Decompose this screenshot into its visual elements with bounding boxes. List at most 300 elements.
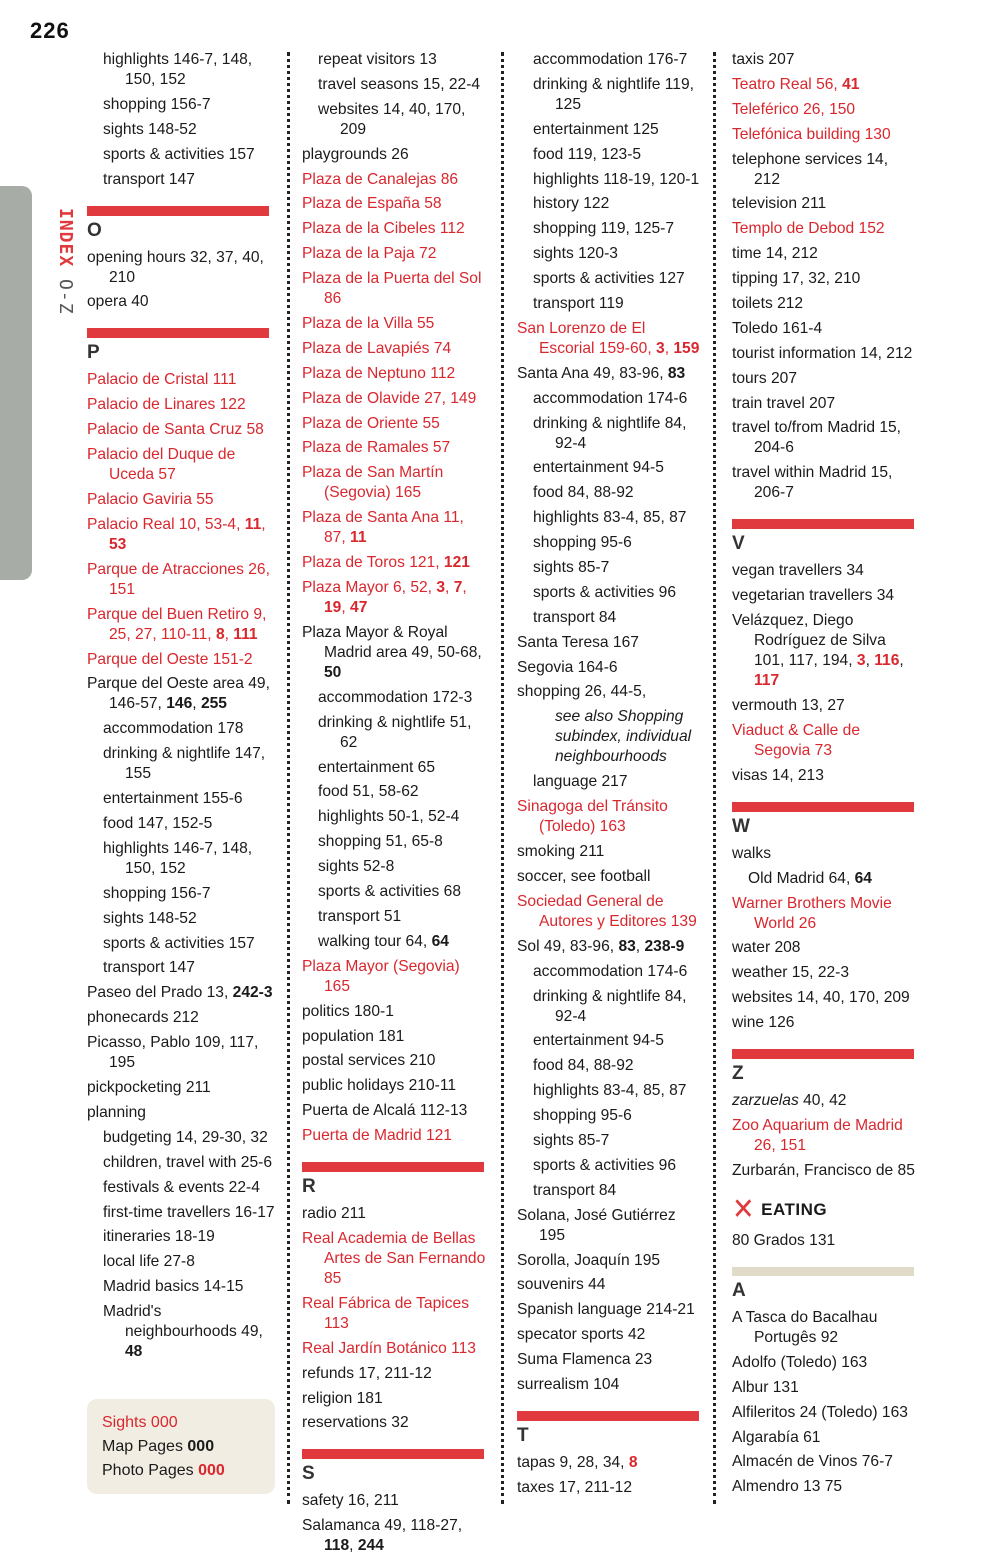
index-entry <box>302 1051 487 1071</box>
index-entry <box>302 688 487 708</box>
index-entry <box>87 1302 275 1362</box>
index-entry <box>302 170 487 190</box>
section-letter: W <box>732 815 750 837</box>
entry-text: Plaza de la Cibeles 112 <box>302 220 465 238</box>
index-entry <box>517 1251 702 1271</box>
photo-page-ref: 47 <box>350 599 368 617</box>
index-entry <box>732 125 917 145</box>
section-letter: R <box>302 1176 316 1198</box>
entry-text: Toledo 161-4 <box>732 319 823 337</box>
entry-text: food 84, 88-92 <box>533 484 634 502</box>
eating-title: EATING <box>761 1199 828 1219</box>
index-entry <box>302 1229 487 1289</box>
index-entry <box>517 867 702 887</box>
entry-text: shopping 26, 44-5, <box>517 683 647 701</box>
index-entry <box>732 219 917 239</box>
index-entry <box>517 170 702 190</box>
index-entry <box>302 364 487 384</box>
entry-text: sports & activities 157 <box>103 934 255 952</box>
entry-text: websites 14, 40, 170, 209 <box>732 989 910 1007</box>
index-entry <box>87 145 275 165</box>
letter-section-header <box>302 1162 487 1198</box>
entry-text: walks <box>732 844 771 862</box>
entry-text: Adolfo (Toledo) 163 <box>732 1353 868 1371</box>
photo-page-ref: 41 <box>842 75 860 93</box>
index-entry <box>517 1350 702 1370</box>
index-column-2 <box>302 50 487 1555</box>
entry-text: Suma Flamenca 23 <box>517 1351 653 1369</box>
index-entry <box>302 623 487 683</box>
index-entry <box>302 75 487 95</box>
entry-text: Alfileritos 24 (Toledo) 163 <box>732 1403 908 1421</box>
column-divider <box>501 52 504 1504</box>
entry-text: accommodation 174-6 <box>533 962 688 980</box>
entry-text: transport 84 <box>533 608 617 626</box>
letter-section-header <box>732 1049 917 1085</box>
entry-text: San Lorenzo de El Escorial 159-60, <box>517 319 657 357</box>
entry-text: Telefónica building 130 <box>732 125 891 143</box>
entry-text: sights 148-52 <box>103 909 197 927</box>
entry-text: drinking & nightlife 119, 125 <box>533 75 694 113</box>
index-entry <box>517 842 702 862</box>
entry-text: Teatro Real 56, <box>732 75 843 93</box>
entry-text: food 119, 123-5 <box>533 145 642 163</box>
index-entry <box>302 414 487 434</box>
separator: , <box>341 599 351 617</box>
index-entry <box>517 1206 702 1246</box>
index-entry <box>732 1353 917 1373</box>
index-entry <box>302 578 487 618</box>
index-entry <box>302 1389 487 1409</box>
photo-page-ref: 7 <box>453 579 463 597</box>
entry-text: Templo de Debod 152 <box>732 220 885 238</box>
index-entry <box>517 987 702 1027</box>
entry-text: Sociedad General de Autores y Editores 139 <box>517 892 697 930</box>
entry-text: transport 119 <box>533 295 624 313</box>
entry-text: Plaza Mayor 6, 52, <box>302 579 437 597</box>
index-entry <box>87 789 275 809</box>
entry-text: accommodation 176-7 <box>533 51 688 68</box>
index-entry <box>87 1203 275 1223</box>
entry-text: specator sports 42 <box>517 1326 646 1344</box>
entry-text: shopping 95-6 <box>533 534 632 552</box>
index-entry <box>517 772 702 792</box>
section-letter: S <box>302 1463 315 1485</box>
side-label <box>36 208 76 328</box>
entry-text: tipping 17, 32, 210 <box>732 270 861 288</box>
index-entry <box>517 194 702 214</box>
entry-text: entertainment 125 <box>533 120 659 138</box>
entry-text: reservations 32 <box>302 1414 409 1432</box>
entry-text: Plaza de Ramales 57 <box>302 439 451 457</box>
index-entry <box>87 934 275 954</box>
index-entry <box>87 445 275 485</box>
index-entry <box>517 120 702 140</box>
side-label-range: O-Z <box>55 279 76 315</box>
legend-photo-pages <box>102 1459 260 1483</box>
index-column-4 <box>732 50 917 1504</box>
index-entry <box>517 558 702 578</box>
entry-text: Puerta de Alcalá 112-13 <box>302 1102 468 1120</box>
entry-text: transport 147 <box>103 959 195 977</box>
index-entry <box>517 145 702 165</box>
index-entry <box>87 1277 275 1297</box>
entry-text: Albur 131 <box>732 1378 799 1396</box>
separator: , <box>349 1537 358 1555</box>
index-entry <box>87 1178 275 1198</box>
entry-text: Plaza de Santa Ana 11, 87, <box>302 509 464 547</box>
entry-text: train travel 207 <box>732 394 836 412</box>
index-entry <box>87 1153 275 1173</box>
index-entry <box>732 150 917 190</box>
entry-text: vermouth 13, 27 <box>732 697 845 715</box>
entry-text: Plaza de la Puerta del Sol 86 <box>302 270 482 308</box>
entry-text: Picasso, Pablo 109, 117, 195 <box>87 1034 259 1072</box>
entry-text: budgeting 14, 29-30, 32 <box>103 1128 268 1146</box>
entry-text: history 122 <box>533 195 610 213</box>
entry-text: Salamanca 49, 118-27, <box>302 1517 463 1535</box>
index-entry <box>302 508 487 548</box>
index-entry <box>732 369 917 389</box>
index-entry <box>87 674 275 714</box>
index-entry <box>517 633 702 653</box>
entry-text: religion 181 <box>302 1389 383 1407</box>
entry-text: Palacio Gaviria 55 <box>87 491 214 509</box>
index-entry <box>302 1204 487 1224</box>
index-entry <box>87 292 275 312</box>
entry-text: Palacio de Linares 122 <box>87 396 246 414</box>
index-entry <box>732 319 917 339</box>
entry-text: Plaza de Olavide 27, 149 <box>302 389 477 407</box>
index-entry <box>87 814 275 834</box>
index-entry <box>302 782 487 802</box>
index-entry <box>302 463 487 503</box>
index-entry <box>302 389 487 409</box>
index-entry <box>517 682 702 702</box>
index-entry <box>517 1375 702 1395</box>
index-entry <box>732 988 917 1008</box>
entry-text: Parque del Oeste 151-2 <box>87 650 253 668</box>
index-column-1 <box>87 50 275 1504</box>
photo-page-ref: 3 <box>436 579 446 597</box>
index-entry <box>87 95 275 115</box>
entry-text: Plaza de Oriente 55 <box>302 414 440 432</box>
index-entry <box>302 1339 487 1359</box>
photo-page-ref: 159 <box>673 339 700 357</box>
entry-text: television 211 <box>732 195 827 213</box>
index-entry <box>302 907 487 927</box>
index-entry <box>517 962 702 982</box>
index-entry <box>732 1116 917 1156</box>
entry-text: shopping 119, 125-7 <box>533 220 675 238</box>
separator: , <box>462 579 467 597</box>
index-entry <box>732 75 917 95</box>
entry-text: first-time travellers 16-17 <box>103 1203 275 1221</box>
map-page-ref: 50 <box>324 663 342 681</box>
photo-page-ref: 111 <box>233 625 258 643</box>
index-entry <box>517 1056 702 1076</box>
entry-text: tapas 9, 28, 34, <box>517 1453 629 1471</box>
index-entry <box>302 100 487 140</box>
index-entry <box>732 1091 917 1111</box>
index-entry <box>517 707 702 767</box>
entry-text: taxis 207 <box>732 51 795 68</box>
index-entry <box>302 1516 487 1556</box>
index-entry <box>302 932 487 952</box>
index-entry <box>302 1101 487 1121</box>
index-entry <box>302 1294 487 1334</box>
index-entry <box>732 561 917 581</box>
index-entry <box>732 269 917 289</box>
entry-text: accommodation 174-6 <box>533 389 688 407</box>
entry-text: vegan travellers 34 <box>732 562 864 580</box>
entry-text: Real Academia de Bellas Artes de San Fernando 85 <box>302 1229 486 1287</box>
entry-text: repeat visitors 13 <box>318 51 437 68</box>
legend-sights-value: 000 <box>150 1414 178 1431</box>
photo-page-ref: 3 <box>856 652 866 670</box>
section-letter: A <box>732 1279 746 1301</box>
page-number: 226 <box>30 18 70 43</box>
index-entry <box>517 75 702 115</box>
legend-photo-value: 000 <box>198 1462 225 1479</box>
entry-text: transport 51 <box>318 907 402 925</box>
index-entry <box>517 892 702 932</box>
index-entry <box>87 50 275 90</box>
letter-section-header <box>302 1449 487 1485</box>
entry-text: Sinagoga del Tránsito (Toledo) 163 <box>517 798 668 836</box>
fork-knife-icon: ✕ <box>732 1192 756 1226</box>
index-entry <box>87 1008 275 1028</box>
index-entry <box>87 1033 275 1073</box>
entry-text: Plaza de la Villa 55 <box>302 315 435 333</box>
index-entry <box>302 882 487 902</box>
letter-section-header <box>87 328 275 364</box>
photo-page-ref: 8 <box>628 1453 638 1471</box>
index-entry <box>517 937 702 957</box>
index-entry <box>517 533 702 553</box>
entry-text: 80 Grados 131 <box>732 1231 836 1249</box>
entry-text: shopping 95-6 <box>533 1107 632 1125</box>
map-page-ref: 255 <box>200 695 227 713</box>
index-entry <box>302 1002 487 1022</box>
index-entry <box>302 145 487 165</box>
entry-text: postal services 210 <box>302 1052 436 1070</box>
index-entry <box>517 50 702 70</box>
entry-text: Plaza Mayor (Segovia) 165 <box>302 957 460 995</box>
entry-text: Parque del Buen Retiro 9, 25, 27, 110-11, <box>87 605 267 643</box>
entry-text: food 51, 58-62 <box>318 783 419 801</box>
section-bar <box>87 328 269 338</box>
side-label-word: INDEX <box>55 208 76 268</box>
photo-page-ref: 53 <box>109 535 127 553</box>
eating-subindex-header <box>732 1192 917 1226</box>
index-entry <box>302 244 487 264</box>
index-entry <box>732 1452 917 1472</box>
entry-text: Teleférico 26, 150 <box>732 100 856 118</box>
entry-text: refunds 17, 211-12 <box>302 1364 432 1382</box>
entry-text: time 14, 212 <box>732 245 818 263</box>
entry-text: highlights 118-19, 120-1 <box>533 170 700 188</box>
index-entry <box>732 194 917 214</box>
index-entry <box>517 219 702 239</box>
entry-text: Parque del Oeste area 49, 146-57, <box>87 675 270 713</box>
index-entry <box>517 458 702 478</box>
entry-text: Madrid basics 14-15 <box>103 1278 244 1296</box>
entry-text: Real Jardín Botánico 113 <box>302 1339 476 1357</box>
photo-page-ref: 11 <box>244 515 262 533</box>
entry-text: soccer, see football <box>517 867 651 885</box>
index-entry <box>732 100 917 120</box>
entry-text: sports & activities 96 <box>533 583 677 601</box>
entry-text: sights 52-8 <box>318 858 395 876</box>
index-entry <box>732 963 917 983</box>
entry-text: Plaza Mayor & Royal Madrid area 49, 50-68, <box>302 623 482 661</box>
index-entry <box>517 508 702 528</box>
separator: , <box>635 937 645 955</box>
entry-text: public holidays 210-11 <box>302 1077 457 1095</box>
index-entry <box>87 170 275 190</box>
entry-text: see also Shopping subindex, individual neighbourhoods <box>555 708 692 766</box>
entry-text: Algarabía 61 <box>732 1428 821 1446</box>
entry-text: language 217 <box>533 773 628 791</box>
entry-text: smoking 211 <box>517 843 605 861</box>
index-entry <box>732 1161 917 1181</box>
entry-text: Sol 49, 83-96, <box>517 937 619 955</box>
entry-text: Velázquez, Diego Rodríguez de Silva 101, 117, 194, <box>732 612 886 670</box>
column-divider <box>287 52 290 1504</box>
index-entry <box>302 219 487 239</box>
section-bar <box>302 1162 484 1172</box>
index-entry <box>732 1013 917 1033</box>
index-entry <box>732 938 917 958</box>
index-entry <box>302 857 487 877</box>
entry-text: tourist information 14, 212 <box>732 344 913 362</box>
entry-text: sights 148-52 <box>103 120 197 138</box>
entry-text: highlights 146-7, 148, 150, 152 <box>103 839 253 877</box>
index-entry <box>517 1131 702 1151</box>
letter-section-header <box>732 1267 917 1302</box>
entry-text: accommodation 178 <box>103 720 244 738</box>
index-entry <box>87 650 275 670</box>
entry-text: water 208 <box>732 939 801 957</box>
entry-text: pickpocketing 211 <box>87 1079 211 1097</box>
entry-text: Zurbarán, Francisco de 85 <box>732 1161 915 1179</box>
index-entry <box>302 957 487 997</box>
section-bar <box>302 1449 484 1459</box>
index-entry <box>517 1478 702 1498</box>
entry-text: Palacio Real 10, 53-4, <box>87 515 245 533</box>
index-entry <box>732 766 917 786</box>
section-letter: P <box>87 342 100 364</box>
index-entry <box>87 605 275 645</box>
entry-text: sights 120-3 <box>533 245 618 263</box>
index-entry <box>87 248 275 288</box>
index-entry <box>517 414 702 454</box>
entry-text: Plaza de la Paja 72 <box>302 245 437 263</box>
entry-text: walking tour 64, <box>318 932 432 950</box>
section-letter: T <box>517 1424 529 1446</box>
entry-pages: 40, 42 <box>798 1092 847 1110</box>
entry-text: telephone services 14, 212 <box>732 150 889 188</box>
entry-text: vegetarian travellers 34 <box>732 587 895 605</box>
entry-text: playgrounds 26 <box>302 145 409 163</box>
index-entry <box>732 1308 917 1348</box>
legend-map-label: Map Pages <box>102 1438 183 1455</box>
entry-text: highlights 83-4, 85, 87 <box>533 509 687 527</box>
index-entry <box>302 314 487 334</box>
index-entry <box>517 1106 702 1126</box>
entry-text: Almendro 13 75 <box>732 1478 843 1496</box>
index-entry <box>87 515 275 555</box>
index-entry <box>87 719 275 739</box>
index-entry <box>732 1231 917 1251</box>
entry-text: surrealism 104 <box>517 1375 620 1393</box>
entry-text: Viaduct & Calle de Segovia 73 <box>732 721 861 759</box>
entry-text: Plaza de Toros 121, <box>302 554 444 572</box>
entry-text: sports & activities 68 <box>318 883 462 901</box>
index-entry <box>517 1300 702 1320</box>
entry-text: Spanish language 214-21 <box>517 1301 695 1319</box>
map-page-ref: 244 <box>357 1537 384 1555</box>
map-page-ref: 83 <box>667 364 686 382</box>
separator: , <box>192 695 201 713</box>
entry-text: taxes 17, 211-12 <box>517 1478 633 1496</box>
map-page-ref: 118 <box>324 1537 350 1555</box>
legend-sights-label: Sights <box>102 1414 147 1431</box>
index-entry <box>732 344 917 364</box>
index-entry <box>732 50 917 70</box>
separator: , <box>224 625 234 643</box>
index-entry <box>87 1252 275 1272</box>
legend-map-value: 000 <box>187 1438 215 1455</box>
letter-section-header <box>732 519 917 555</box>
index-entry <box>302 194 487 214</box>
map-page-ref: 48 <box>125 1343 143 1361</box>
index-entry <box>302 269 487 309</box>
index-entry <box>87 1227 275 1247</box>
index-entry <box>732 721 917 761</box>
index-entry <box>732 294 917 314</box>
section-bar <box>732 519 914 529</box>
entry-text: sports & activities 96 <box>533 1156 677 1174</box>
entry-text: Segovia 164-6 <box>517 658 618 676</box>
index-entry <box>302 832 487 852</box>
entry-text: shopping 156-7 <box>103 95 211 113</box>
entry-text: highlights 146-7, 148, 150, 152 <box>103 51 253 88</box>
map-page-ref: 64 <box>431 932 449 950</box>
entry-text: sports & activities 127 <box>533 270 685 288</box>
entry-text: travel seasons 15, 22-4 <box>318 75 481 93</box>
section-letter: V <box>732 533 745 555</box>
entry-text: transport 84 <box>533 1181 617 1199</box>
legend-photo-label: Photo Pages <box>102 1462 194 1479</box>
entry-text: drinking & nightlife 84, 92-4 <box>533 414 687 452</box>
section-bar <box>732 802 914 812</box>
index-entry <box>87 909 275 929</box>
entry-text: souvenirs 44 <box>517 1276 606 1294</box>
index-entry <box>517 583 702 603</box>
index-entry <box>732 1428 917 1448</box>
index-entry <box>732 418 917 458</box>
entry-text: Paseo del Prado 13, <box>87 984 233 1002</box>
entry-text: highlights 50-1, 52-4 <box>318 808 460 826</box>
section-bar <box>732 1049 914 1059</box>
entry-text: Parque de Atracciones 26, 151 <box>87 560 270 598</box>
letter-section-header <box>87 206 275 242</box>
entry-text: Old Madrid 64, <box>748 869 855 887</box>
index-entry <box>87 490 275 510</box>
index-entry <box>302 1491 487 1511</box>
